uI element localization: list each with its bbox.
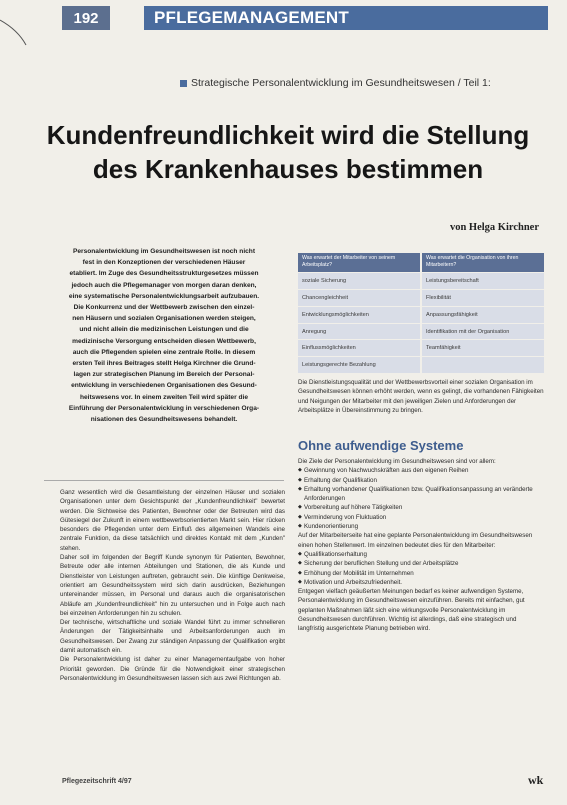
lead-line: Einführung der Personalentwicklung in verschiedenen Orga- [68,404,260,412]
table-header: Was erwartet die Organisation von ihren Mitarbeitern? [422,253,544,272]
lead-line: medizinische Versorgung entscheiden diesen Wettbewerb, [72,337,256,345]
publisher-logo: wk [528,773,544,787]
lead-line: nisationen des Gesundheitswesens behandelt. [90,416,238,424]
lead-line: entwicklung in verschiedenen Organisationen des Gesund- [71,382,257,390]
list-item: ◆ Erhaltung der Qualifikation [298,476,544,485]
lead-line: auch die Pflegenden spielen eine zentrale Rolle. In diesem [72,348,256,356]
list-item: ◆ Motivation und Arbeitszufriedenheit. [298,578,544,587]
paragraph: Die Ziele der Personalentwicklung im Gesundheitswesen sind vor allem: [298,458,496,465]
paragraph: Entgegen vielfach geäußerten Meinungen bedarf es keiner aufwendigen Systeme, Personalentwicklung im Gesundheitswesen einzuführen. Bereits mit einfachen, gut geplanten Maßnahmen läßt sich eine wirkungsvolle Personalentwicklung im Gesundheitswesen durchführen. Wichtig ist allerdings, daß eine strategisch und langfristig ausgerichtete Planung betrieben wird. [298,588,525,633]
list-item: ◆ Gewinnung von Nachwuchskräften aus den eigenen Reihen [298,466,544,475]
table-cell: Entwicklungsmöglichkeiten [298,306,420,323]
lead-line: eine systematische Personalentwicklungsarbeit aufzubauen. [68,292,260,300]
list-item: ◆ Verminderung von Fluktuation [298,513,544,522]
lead-line: und nicht allein die medizinischen Leistungen und die [79,326,249,334]
lead-line: lagen zur strategischen Planung im Bereich der Personal- [73,371,255,379]
lead-line: nen Häusern und sozialen Organisationen werden steigen, [72,315,256,323]
square-bullet-icon [180,80,187,87]
table-column-employee [298,253,420,373]
lead-line: jedoch auch die Pflegemanager von morgen daran denken, [71,281,257,289]
left-column-body [60,488,285,788]
lead-line: fest in den Konzeptionen der verschiedenen Häuser [82,259,246,267]
lead-line: etabliert. Im Zuge des Gesundheitsstrukturgesetzes müssen [69,270,259,278]
table-cell: Chancengleichheit [298,289,420,306]
right-intro-paragraph: Die Dienstleistungsqualität und der Wettbewerbsvorteil einer sozialen Organisation im Gesundheitswesen können erhöht werden, wenn es gelingt, die vorhandenen Fähigkeiten und Neigungen der Mitarbeiter mit den jeweiligen Zielen und Anforderungen der Arbeitsplätze in Übereinstimmung zu bringen. [298,379,544,414]
table-cell: Anpassungsfähigkeit [422,306,544,323]
list-item: ◆ Erhaltung vorhandener Qualifikationen bzw. Qualifikationsanpassung an veränderte Anforderungen [298,485,544,504]
divider [44,480,284,481]
lead-line: Die Konkurrenz und der Wettbewerb zwischen den einzel- [73,304,255,312]
page-fold-mark [0,0,40,60]
right-column-body [298,457,544,787]
lead-paragraph [44,246,284,425]
table-cell: Leistungsgerechte Bezahlung [298,356,420,373]
expectations-table [298,253,544,373]
list-item: ◆ Kundenorientierung [298,522,544,531]
paragraph: Daher soll im folgenden der Begriff Kunde synonym für Patienten, Bewohner, Betreute oder alle internen Abteilungen und Stationen, die als Kunde und Dienstleister von Leistungen auftreten, gebraucht sein. Die künftige Denkweise, orientiert am Gesundheitssystem wird sich darin ausdrücken, Beziehungen untereinander müssen, im Personal und daraus auch die organisatorischen Abläufe am „Kundenfreundlichkeit" hin zu untersuchen und in Folge auch nach bei einzelnen Anforderungen hin zu schulen. [60,554,285,617]
series-line [180,77,491,89]
table-cell: Einflussmöglichkeiten [298,339,420,356]
list-item: ◆ Erhöhung der Mobilität im Unternehmen [298,569,544,578]
headline-line-2: des Krankenhauses bestimmen [92,154,484,184]
article-headline [38,118,538,186]
lead-line: ersten Teil ihres Beitrages stellt Helga Kirchner die Grund- [72,360,256,368]
page-number: 192 [62,6,110,30]
table-cell: soziale Sicherung [298,272,420,289]
headline-line-1: Kundenfreundlichkeit wird die Stellung [46,120,530,150]
list-item: ◆ Qualifikationserhaltung [298,550,544,559]
paragraph: Auf der Mitarbeiterseite hat eine geplante Personalentwicklung im Gesundheitswesen einen hohen Stellenwert. Im einzelnen bedeutet dies für den Mitarbeiter: [298,532,533,549]
list-item: ◆ Vorbereitung auf höhere Tätigkeiten [298,503,544,512]
paragraph: Ganz wesentlich wird die Gesamtleistung der einzelnen Häuser und sozialen Organisationen unter dem Gesichtspunkt der „Kundenfreundlichkeit" bewertet werden. Die Sichtweise des Patienten, Bewohner oder der Betreuten wird das Gütesiegel der Zukunft in einem wettbewerbsorientierten Markt sein. Hier rücken besonders die Pflegenden unter dem Einfluß des allgemeinen Wandels eine zentrale Funktion, da diese tatsächlich und direktes Kontakt mit dem „Kunden" stehen. [60,489,285,552]
section-title: PFLEGEMANAGEMENT [144,6,548,30]
table-cell: Identifikation mit der Organisation [422,323,544,340]
subheading: Ohne aufwendige Systeme [298,438,464,453]
table-cell: Flexibilität [422,289,544,306]
series-text: Strategische Personalentwicklung im Gesundheitswesen / Teil 1: [191,77,491,89]
author-byline: von Helga Kirchner [449,222,539,233]
table-header: Was erwartet der Mitarbeiter von seinem Arbeitsplatz? [298,253,420,272]
paragraph: Die Personalentwicklung ist daher zu einer Managementaufgabe von hoher Priorität geworden. Die Gründe für die Notwendigkeit einer strategischen Personalentwicklung im Gesundheitswesen lassen sich aus zwei Richtungen ab. [60,656,285,682]
journal-footer: Pflegezeitschrift 4/97 [62,778,132,785]
table-cell [422,356,544,373]
paragraph: Der technische, wirtschaftliche und soziale Wandel führt zu immer schnelleren Änderungen der Tätigkeitsinhalte und Arbeitsanforderungen auch im Gesundheitswesen. Der Zwang zur ständigen Anpassung der Qualifikation ergibt damit automatisch ein. [60,619,285,655]
table-cell: Anregung [298,323,420,340]
lead-line: Personalentwicklung im Gesundheitswesen ist noch nicht [72,248,256,255]
list-item: ◆ Sicherung der beruflichen Stellung und der Arbeitsplätze [298,559,544,568]
table-cell: Teamfähigkeit [422,339,544,356]
table-column-organisation [422,253,544,373]
lead-line: heitswesens vor. In einem zweiten Teil wird später die [79,393,249,401]
table-cell: Leistungsbereitschaft [422,272,544,289]
